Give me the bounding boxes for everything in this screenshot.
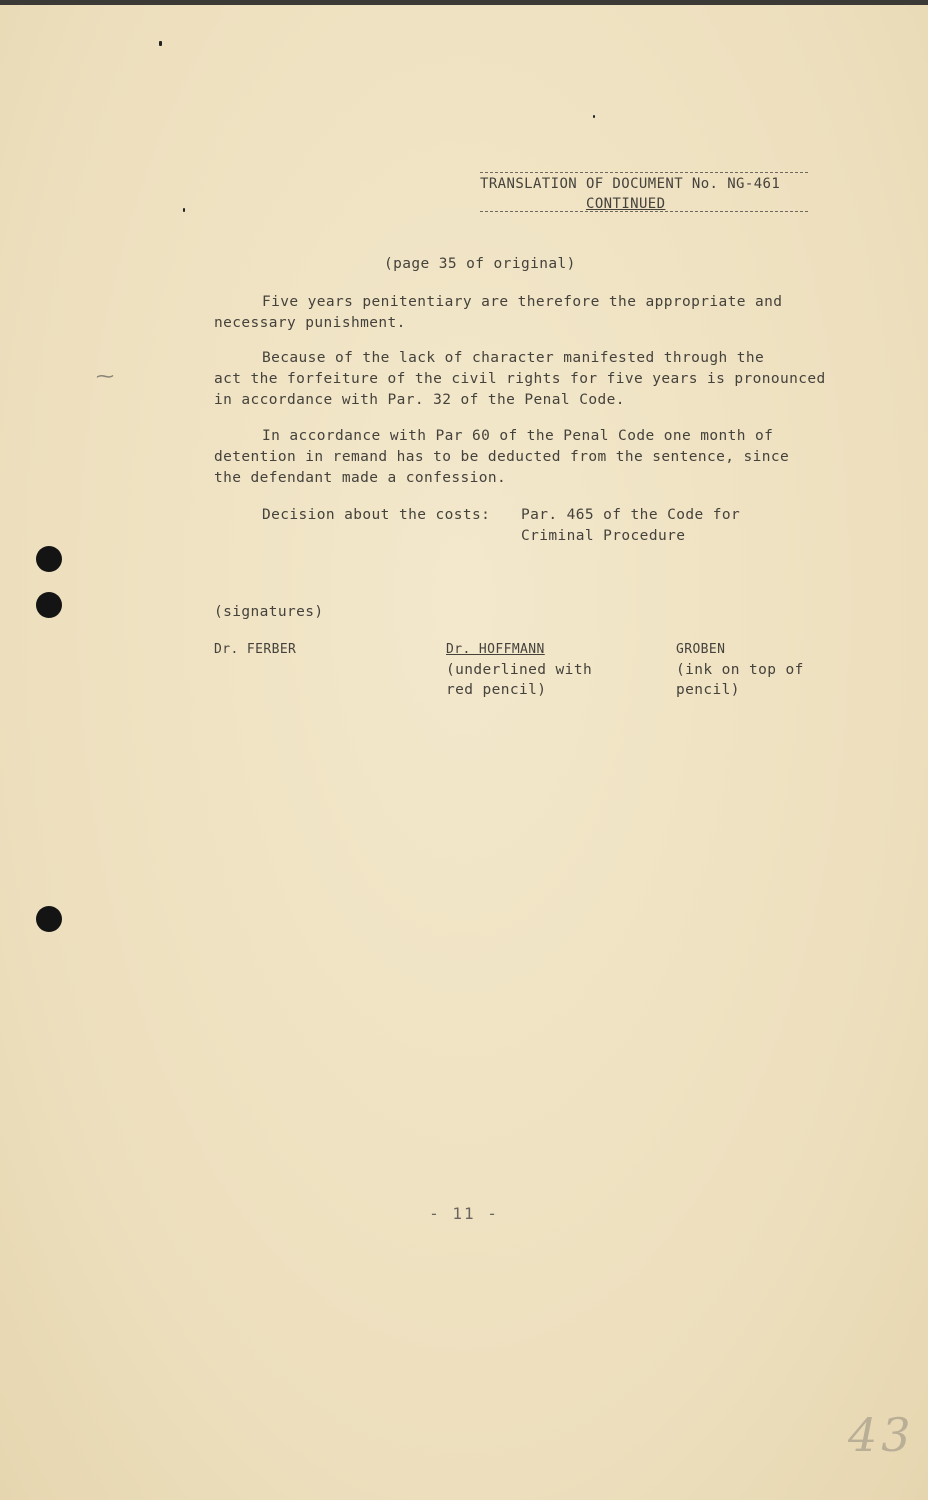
signature-groben-note-2: pencil) <box>676 682 740 698</box>
punch-hole-1 <box>36 546 62 572</box>
page-reference: (page 35 of original) <box>384 256 576 272</box>
costs-line-2: Criminal Procedure <box>521 528 686 544</box>
signature-groben-note-1: (ink on top of <box>676 662 804 678</box>
paragraph-3-line-1: In accordance with Par 60 of the Penal Code one month of <box>262 428 774 444</box>
pencil-mark-icon: ⁓ <box>96 366 114 387</box>
paragraph-3-line-3: the defendant made a confession. <box>214 470 507 486</box>
handwritten-page-number: 43 <box>848 1408 915 1462</box>
paragraph-2-line-3: in accordance with Par. 32 of the Penal Code. <box>214 392 625 408</box>
page-number: - 11 - <box>429 1204 499 1223</box>
scan-top-edge <box>0 0 928 5</box>
ink-speck <box>183 208 185 212</box>
continued-label: CONTINUED <box>586 196 666 212</box>
paragraph-2-line-2: act the forfeiture of the civil rights for five years is pronounced <box>214 371 826 387</box>
header-rule-top <box>480 172 808 173</box>
ink-speck <box>593 115 595 118</box>
paragraph-1-line-2: necessary punishment. <box>214 315 406 331</box>
signature-hoffmann-note-1: (underlined with <box>446 662 593 678</box>
paragraph-1-line-1: Five years penitentiary are therefore the appropriate and <box>262 294 783 310</box>
costs-label: Decision about the costs: <box>262 507 491 523</box>
ink-speck <box>159 41 162 46</box>
signatures-heading: (signatures) <box>214 604 324 620</box>
paragraph-2-line-1: Because of the lack of character manifested through the <box>262 350 765 366</box>
document-title: TRANSLATION OF DOCUMENT No. NG-461 <box>480 176 781 192</box>
punch-hole-2 <box>36 592 62 618</box>
punch-hole-3 <box>36 906 62 932</box>
paragraph-3-line-2: detention in remand has to be deducted from the sentence, since <box>214 449 790 465</box>
header-rule-bottom <box>480 211 808 212</box>
signature-hoffmann: Dr. HOFFMANN <box>446 642 545 657</box>
costs-line-1: Par. 465 of the Code for <box>521 507 741 523</box>
signature-ferber: Dr. FERBER <box>214 642 297 657</box>
signature-groben: GROBEN <box>676 642 726 657</box>
signature-hoffmann-note-2: red pencil) <box>446 682 547 698</box>
